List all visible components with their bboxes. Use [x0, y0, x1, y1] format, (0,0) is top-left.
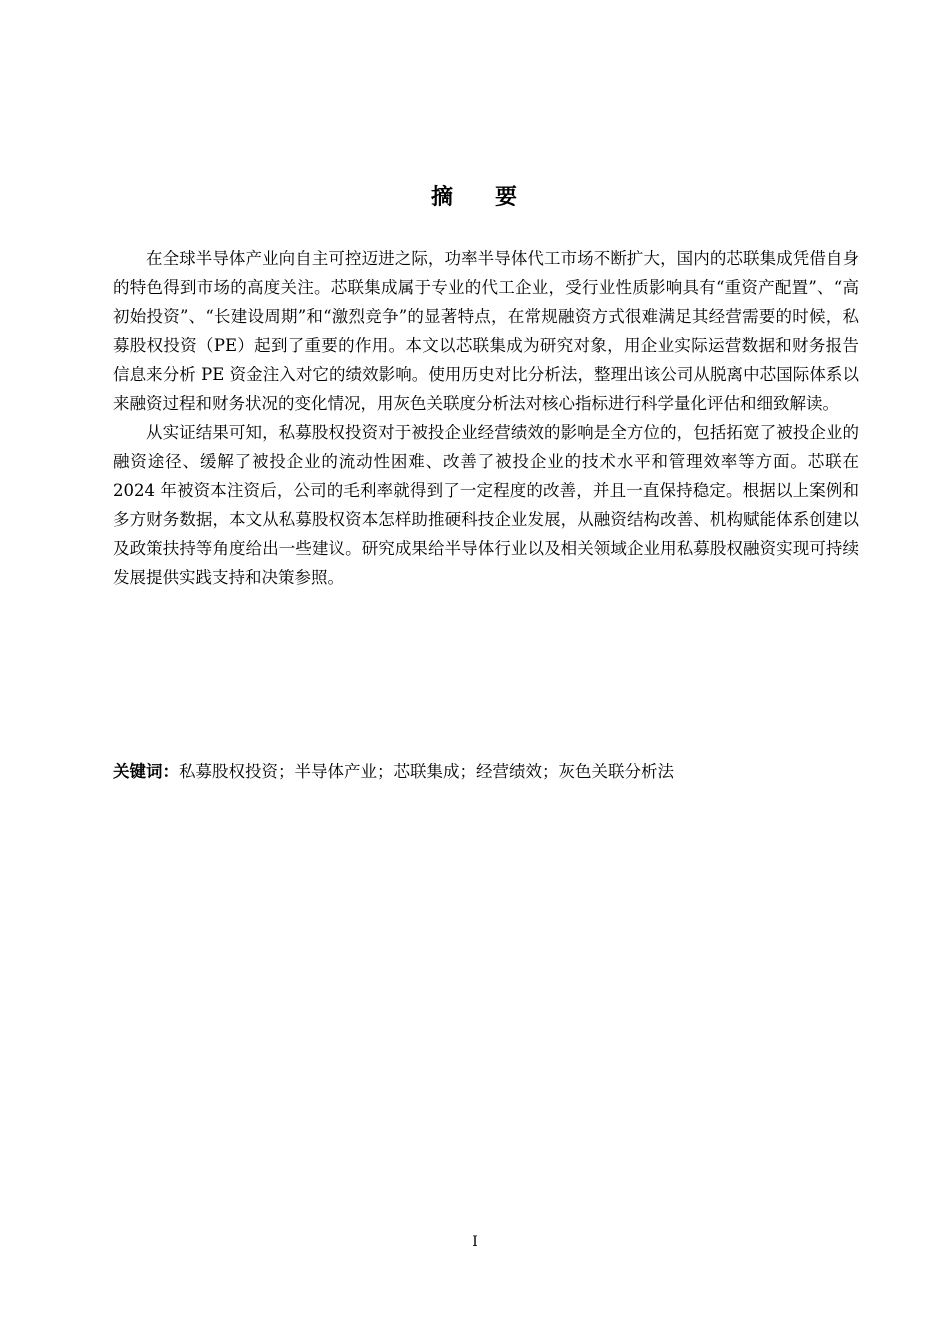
keywords-line: [113, 757, 859, 786]
abstract-paragraph-1: 在全球半导体产业向自主可控迈进之际，功率半导体代工市场不断扩大，国内的芯联集成凭借自身的特色得到市场的高度关注。芯联集成属于专业的代工企业，受行业性质影响具有“重资产配置”、“高初始投资”、“长建设周期”和“激烈竞争”的显著特点，在常规融资方式很难满足其经营需要的时候，私募股权投资（PE）起到了重要的作用。本文以芯联集成为研究对象，用企业实际运营数据和财务报告信息来分析 PE 资金注入对它的绩效影响。使用历史对比分析法，整理出该公司从脱离中芯国际体系以来融资过程和财务状况的变化情况，用灰色关联度分析法对核心指标进行科学量化评估和细致解读。: [113, 249, 859, 413]
abstract-paragraph-2: 从实证结果可知，私募股权投资对于被投企业经营绩效的影响是全方位的，包括拓宽了被投企业的融资途径、缓解了被投企业的流动性困难、改善了被投企业的技术水平和管理效率等方面。芯联在 2024 年被资本注资后，公司的毛利率就得到了一定程度的改善，并且一直保持稳定。根据以上案例和多方财务数据，本文从私募股权资本怎样助推硬科技企业发展，从融资结构改善、机构赋能体系创建以及政策扶持等角度给出一些建议。研究成果给半导体行业以及相关领域企业用私募股权融资实现可持续发展提供实践支持和决策参照。: [113, 423, 859, 587]
abstract-body: [113, 244, 859, 592]
abstract-title-char-1: 摘: [430, 185, 455, 210]
page-number: I: [472, 1234, 478, 1250]
keywords-text: 私募股权投资；半导体产业；芯联集成；经营绩效；灰色关联分析法: [179, 762, 674, 781]
keywords-label: 关键词：: [113, 762, 179, 781]
abstract-title-char-2: 要: [495, 185, 520, 210]
abstract-title: [0, 180, 950, 211]
